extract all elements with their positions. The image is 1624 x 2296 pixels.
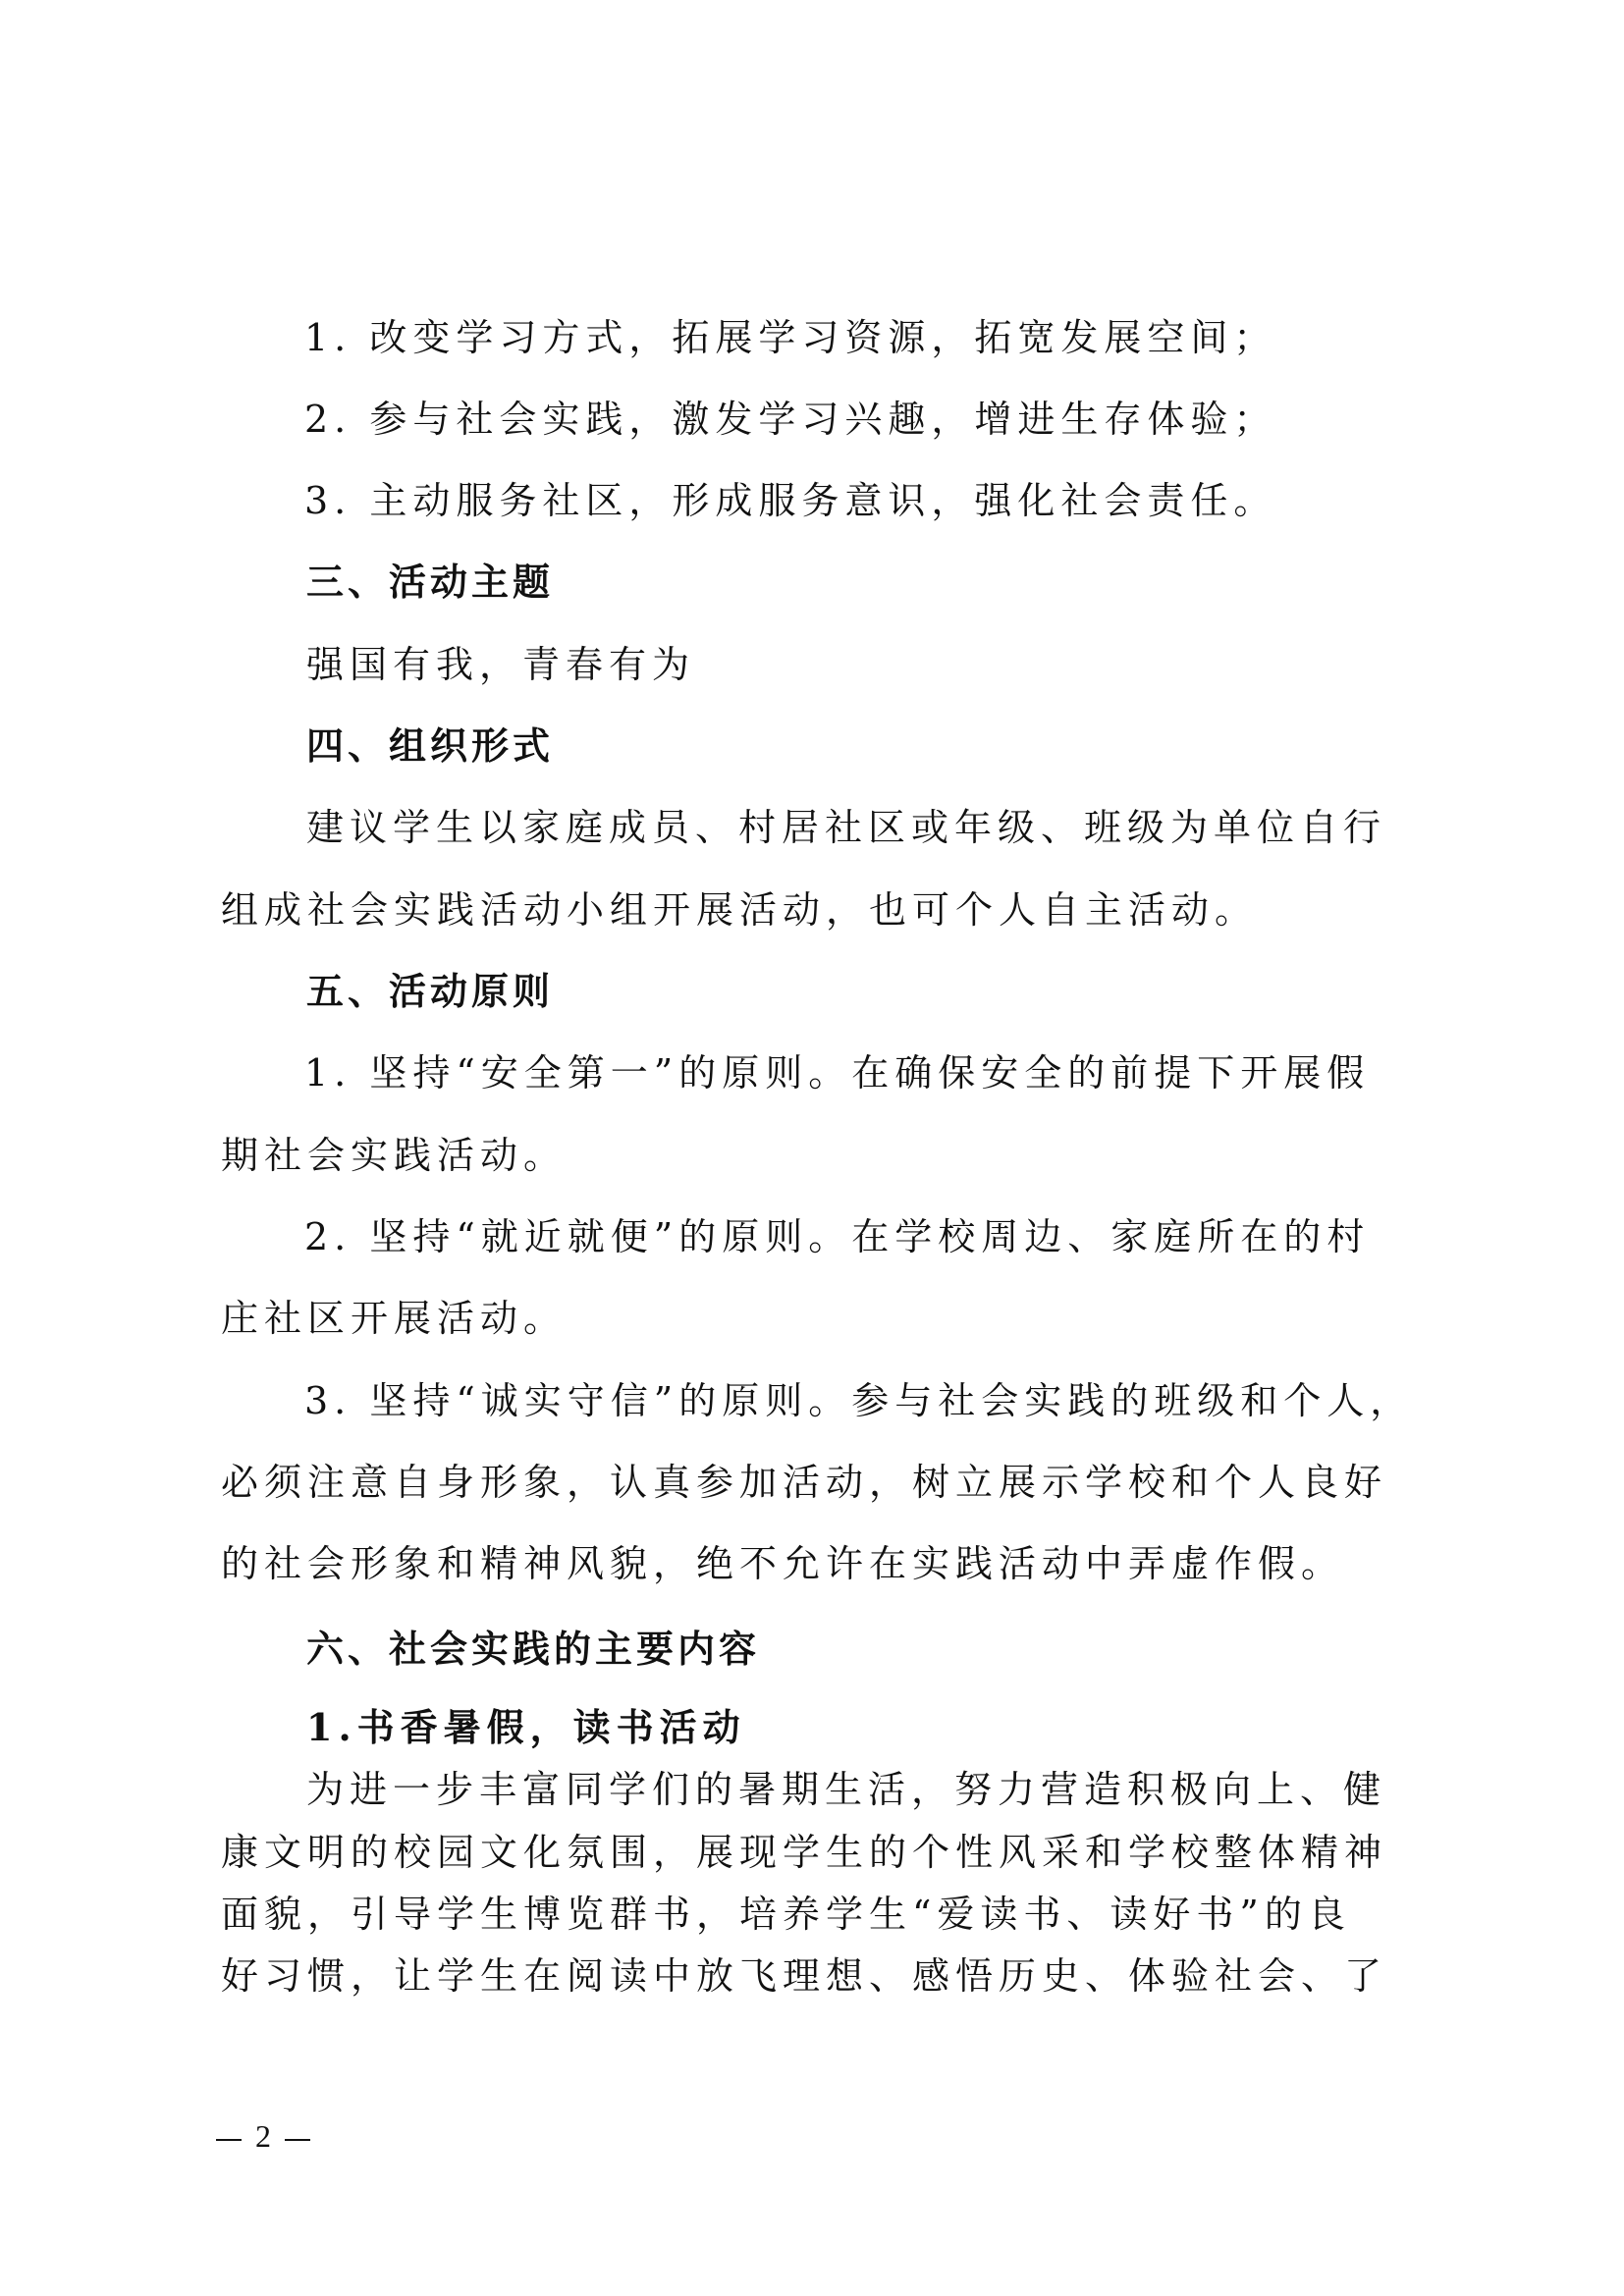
theme-text: 强国有我，青春有为 [306,643,696,686]
reading-paragraph-line-1: 为进一步丰富同学们的暑期生活，努力营造积极向上、健 [306,1768,1387,1811]
reading-paragraph-line-3: 面貌，引导学生博览群书，培养学生“爱读书、读好书”的良 [221,1893,1351,1936]
subsection-heading-reading: 1.书香暑假，读书活动 [306,1705,746,1749]
reading-paragraph-line-4: 好习惯，让学生在阅读中放飞理想、感悟历史、体验社会、了 [221,1954,1388,1998]
principle-3-line-2: 必须注意自身形象，认真参加活动，树立展示学校和个人良好 [221,1461,1388,1504]
page-number-dash-left [216,2139,242,2141]
section-heading-principles: 五、活动原则 [306,970,555,1013]
reading-paragraph-line-2: 康文明的校园文化氛围，展现学生的个性风采和学校整体精神 [221,1831,1388,1874]
goal-item-2: 2. 参与社会实践，激发学习兴趣，增进生存体验； [304,398,1277,441]
section-heading-main-content: 六、社会实践的主要内容 [306,1628,761,1671]
principle-2-line-2: 庄社区开展活动。 [221,1297,568,1340]
principle-2-line-1: 2. 坚持“就近就便”的原则。在学校周边、家庭所在的村 [304,1215,1371,1258]
organization-paragraph-line-1: 建议学生以家庭成员、村居社区或年级、班级为单位自行 [306,806,1387,849]
principle-3-line-3: 的社会形象和精神风貌，绝不允许在实践活动中弄虚作假。 [221,1542,1345,1585]
principle-1-line-1: 1. 坚持“安全第一”的原则。在确保安全的前提下开展假 [304,1051,1371,1095]
goal-item-3: 3. 主动服务社区，形成服务意识，强化社会责任。 [304,479,1277,522]
principle-1-line-2: 期社会实践活动。 [221,1134,568,1177]
section-heading-organization: 四、组织形式 [306,724,555,768]
principle-3-line-1: 3. 坚持“诚实守信”的原则。参与社会实践的班级和个人， [304,1379,1414,1422]
organization-paragraph-line-2: 组成社会实践活动小组开展活动，也可个人自主活动。 [221,888,1259,932]
section-heading-theme: 三、活动主题 [306,561,555,604]
page-number-dash-right [285,2139,310,2141]
goal-item-1: 1. 改变学习方式，拓展学习资源，拓宽发展空间； [304,316,1277,359]
page-number-value: 2 [255,2118,271,2154]
page-number [216,2118,324,2154]
